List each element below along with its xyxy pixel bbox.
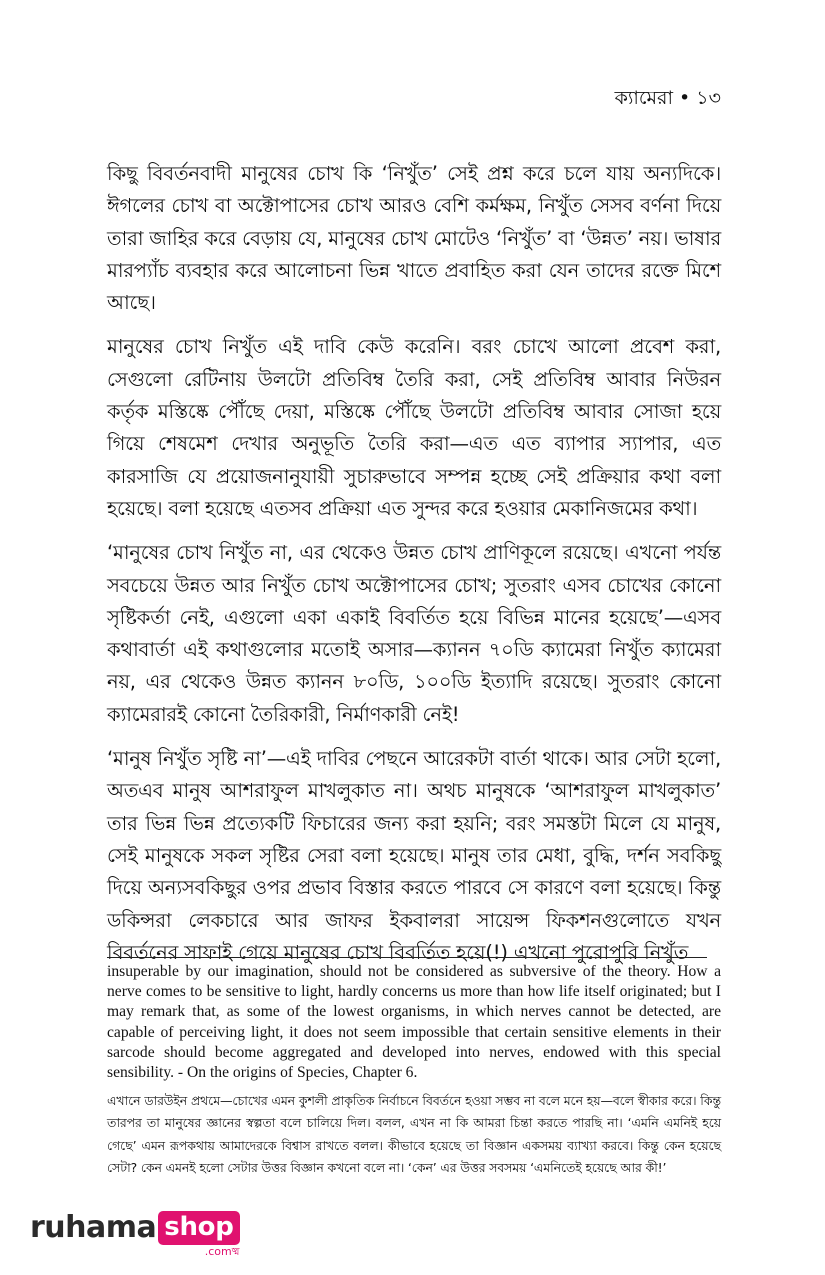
logo-shop-badge: shop <box>158 1211 239 1245</box>
footnote-divider <box>107 957 707 958</box>
logo-shop-group <box>158 1211 239 1258</box>
footnote-english: insuperable by our imagination, should not be considered as subversive of the theory. How a nerve comes to be sensitive to light, hardly concerns us more than how life itself originated; but I may remark that, as some of the lowest organisms, in which nerves cannot be detected, are capable of perceiving light, it does not seem impossible that certain sensitive elements in their sarcode should become aggregated and developed into nerves, endowed with this special sensibility. - On the origins of Species, Chapter 6. <box>107 963 721 1082</box>
paragraph-4: ‘মানুষ নিখুঁত সৃষ্টি না’—এই দাবির পেছনে আরেকটা বার্তা থাকে। আর সেটা হলো, অতএব মানুষ আশরাফুল মাখলুকাত না। অথচ মানুষকে ‘আশরাফুল মাখলুকাত’ তার ভিন্ন ভিন্ন প্রত্যেকটি ফিচারের জন্য করা হয়নি; বরং সমস্তটা মিলে যে মানুষ, সেই মানুষকে সকল সৃষ্টির সেরা বলা হয়েছে। মানুষ তার মেধা, বুদ্ধি, দর্শন সবকিছু দিয়ে অন্যসবকিছুর ওপর প্রভাব বিস্তার করতে পারবে সে কারণে বলা হয়েছে। কিন্তু ডকিন্সরা লেকচারে আর জাফর ইকবালরা সায়েন্স ফিকশনগুলোতে যখন বিবর্তনের সাফাই গেয়ে মানুষের চোখ বিবর্তিত হয়ে(!) এখনো পুরোপুরি নিখুঁত <box>107 747 721 964</box>
paragraph-2: মানুষের চোখ নিখুঁত এই দাবি কেউ করেনি। বরং চোখে আলো প্রবেশ করা, সেগুলো রেটিনায় উলটো প্রতিবিম্ব তৈরি করা, সেই প্রতিবিম্ব আবার নিউরন কর্তৃক মস্তিষ্কে পৌঁছে দেয়া, মস্তিষ্কে পৌঁছে উলটো প্রতিবিম্ব আবার সোজা হয়ে গিয়ে শেষমেশ দেখার অনুভূতি তৈরি করা—এত এত ব্যাপার স্যাপার, এত কারসাজি যে প্রয়োজনানুযায়ী সুচারুভাবে সম্পন্ন হচ্ছে সেই প্রক্রিয়ার কথা বলা হয়েছে। বলা হয়েছে এতসব প্রক্রিয়া এত সুন্দর করে হওয়ার মেকানিজমের কথা। <box>107 335 721 520</box>
logo-domain: .comষ্ম <box>204 1245 240 1258</box>
body-text <box>107 158 721 981</box>
running-head: ক্যামেরা • ১৩ <box>614 87 721 109</box>
watermark-logo <box>30 1211 240 1258</box>
paragraph-1: কিছু বিবর্তনবাদী মানুষের চোখ কি ‘নিখুঁত’ সেই প্রশ্ন করে চলে যায় অন্যদিকে। ঈগলের চোখ বা অক্টোপাসের চোখ আরও বেশি কর্মক্ষম, নিখুঁত সেসব বর্ণনা দিয়ে তারা জাহির করে বেড়ায় যে, মানুষের চোখ মোটেও ‘নিখুঁত’ বা ‘উন্নত’ নয়। ভাষার মারপ্যাঁচ ব্যবহার করে আলোচনা ভিন্ন খাতে প্রবাহিত করা যেন তাদের রক্তে মিশে আছে। <box>107 162 721 315</box>
footnote-bangla: এখানে ডারউইন প্রথমে—চোখের এমন কুশলী প্রাকৃতিক নির্বাচনে বিবর্তনে হওয়া সম্ভব না বলে মনে হয়—বলে স্বীকার করে। কিন্তু তারপর তা মানুষের জ্ঞানের স্বল্পতা বলে চালিয়ে দিল। বলল, এখন না কি আমরা চিন্তা করতে পারছি না। ‘এমনি এমনিই হয়ে গেছে’ এমন রূপকথায় আমাদেরকে বিশ্বাস রাখতে বলল। কীভাবে হয়েছে তা বিজ্ঞান একসময় ব্যাখ্যা করবে। কিন্তু কেন হয়েছে সেটা? কেন এমনই হলো সেটার উত্তর বিজ্ঞান কখনো বলে না। ‘কেন’ এর উত্তর সবসময় ‘এমনিতেই হয়েছে আর কী!’ <box>107 1093 721 1176</box>
paragraph-3: ‘মানুষের চোখ নিখুঁত না, এর থেকেও উন্নত চোখ প্রাণিকূলে রয়েছে। এখনো পর্যন্ত সবচেয়ে উন্নত আর নিখুঁত চোখ অক্টোপাসের চোখ; সুতরাং এসব চোখের কোনো সৃষ্টিকর্তা নেই, এগুলো একা একাই বিবর্তিত হয়ে বিভিন্ন মানের হয়েছে’—এসব কথাবার্তা এই কথাগুলোর মতোই অসার—ক্যানন ৭০ডি ক্যামেরা নিখুঁত ক্যামেরা নয়, এর থেকেও উন্নত ক্যানন ৮০ডি, ১০০ডি ইত্যাদি রয়েছে। সুতরাং কোনো ক্যামেরারই কোনো তৈরিকারী, নির্মাণকারী নেই! <box>107 541 721 726</box>
logo-ruhama: ruhama <box>30 1210 157 1245</box>
